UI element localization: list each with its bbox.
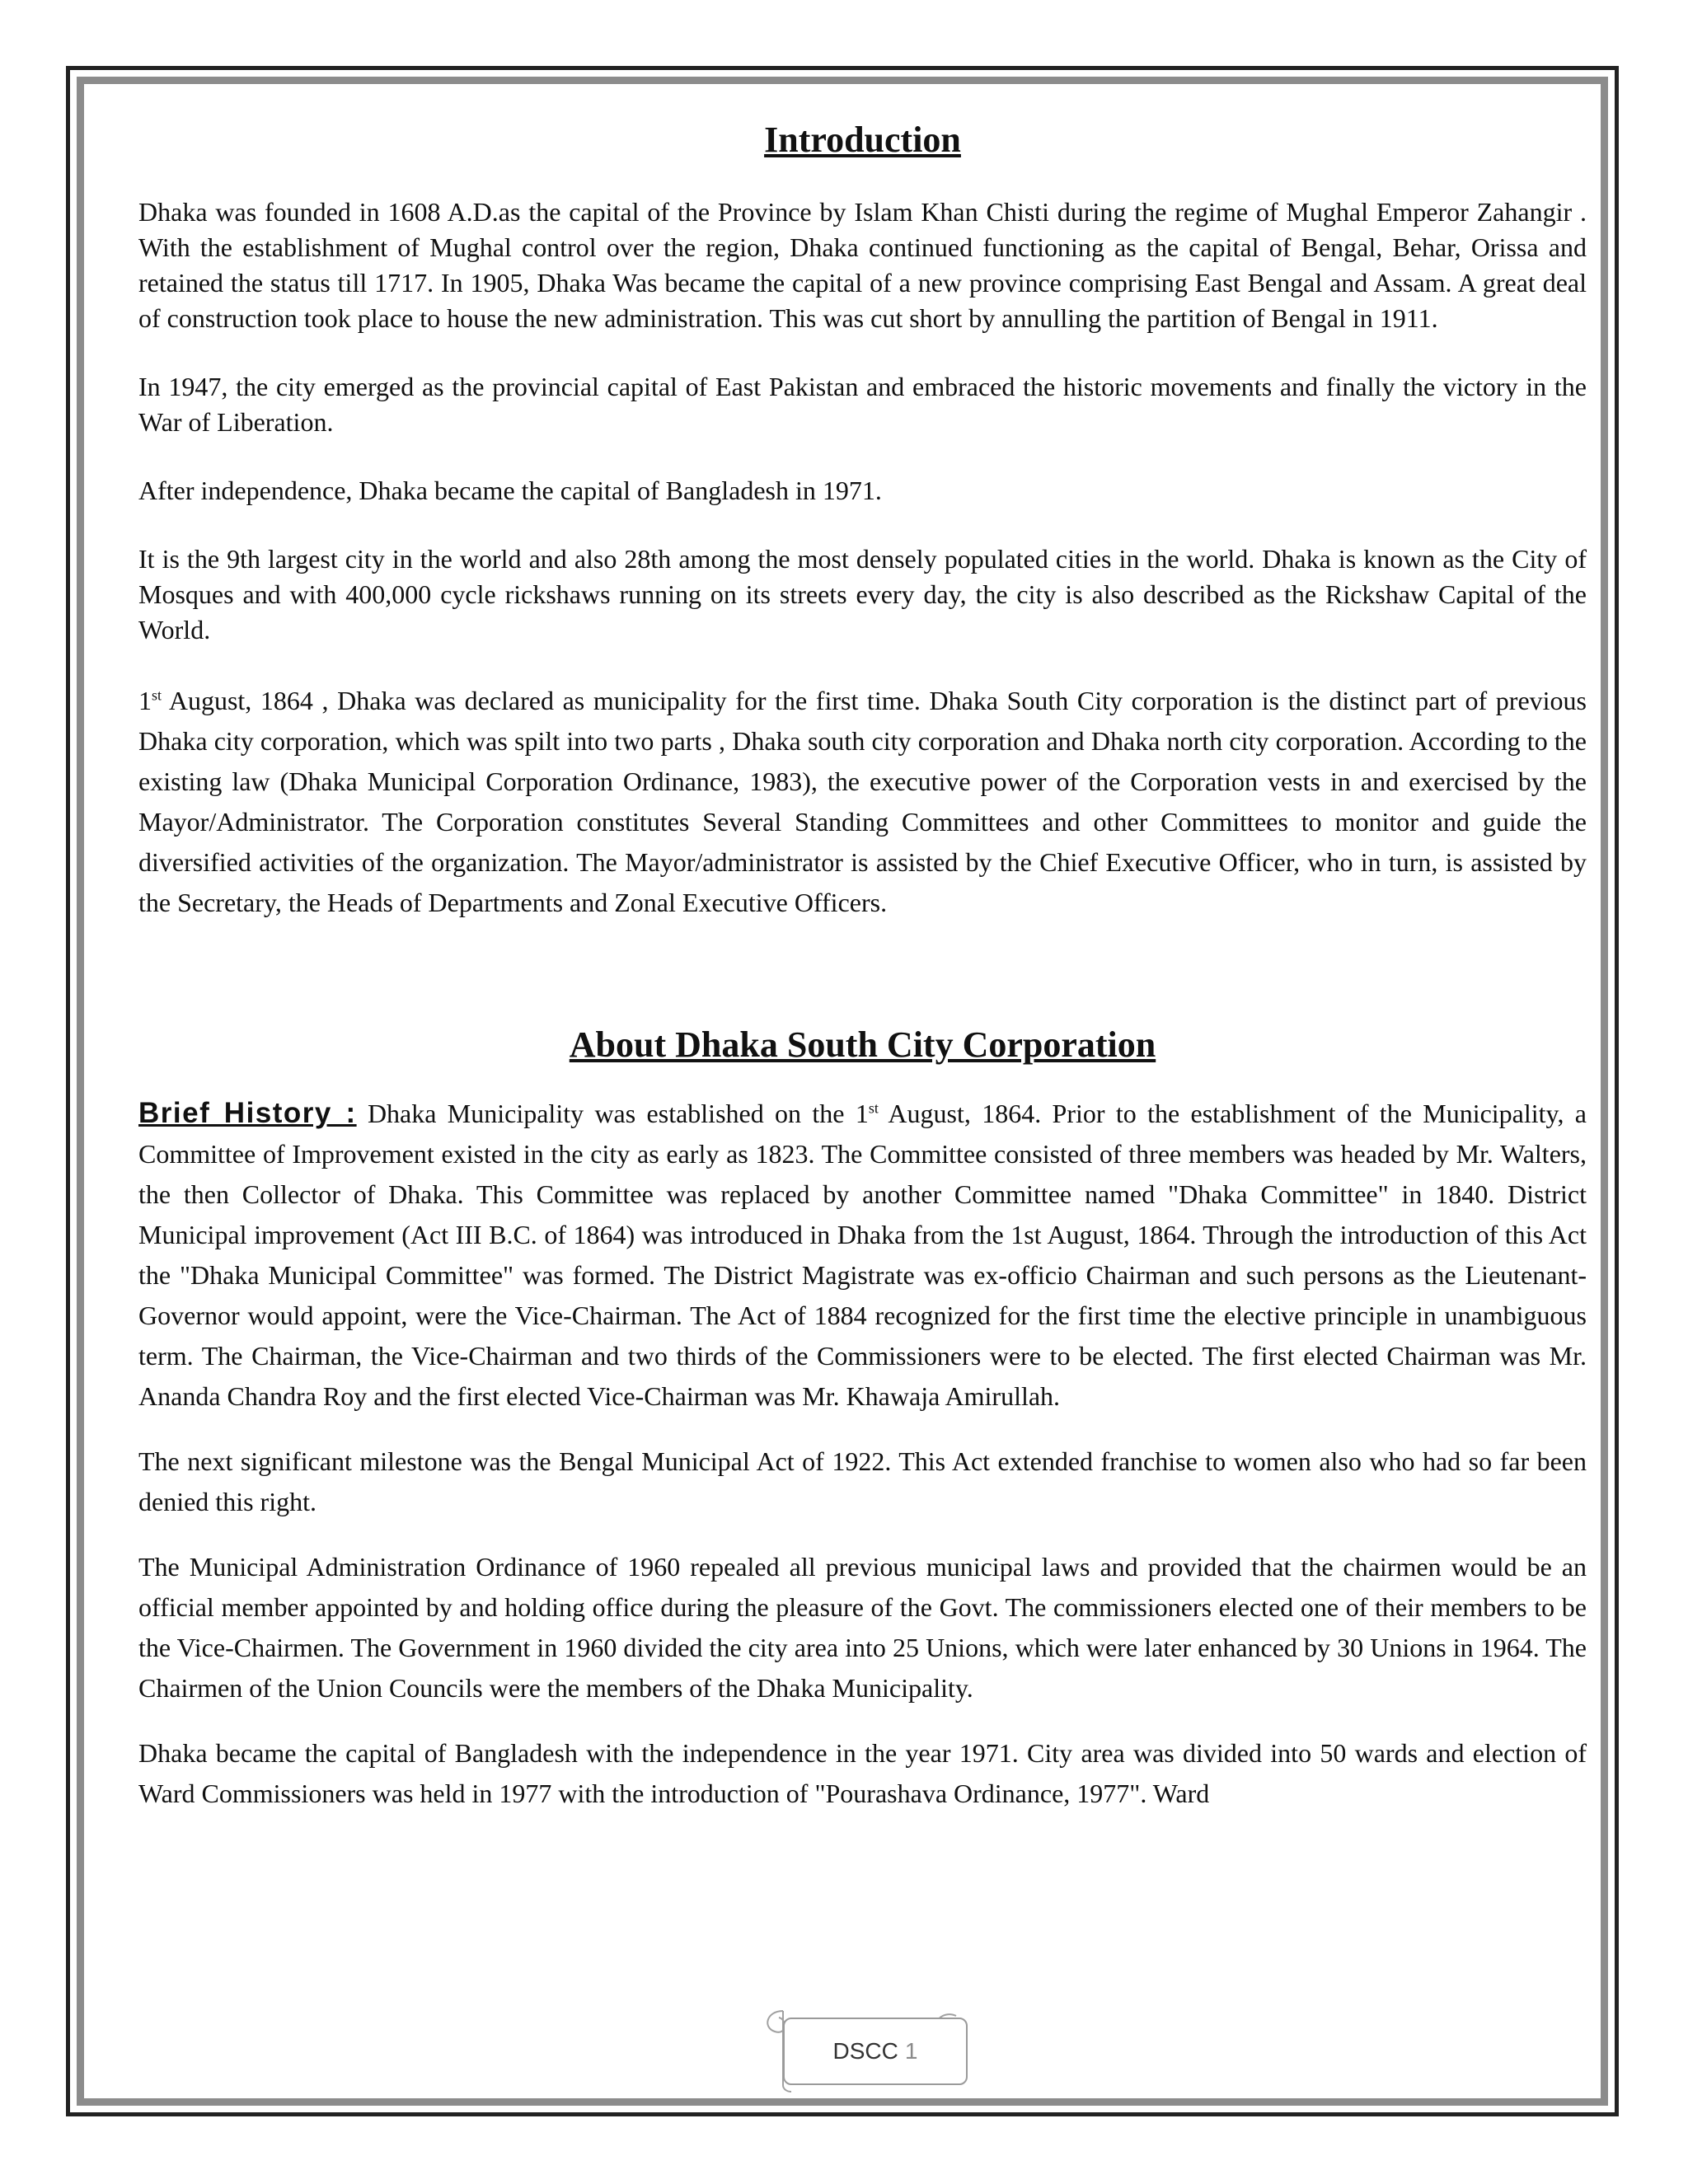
footer-label: DSCC <box>832 2038 898 2064</box>
introduction-heading: Introduction <box>764 120 961 160</box>
intro-paragraph-1: Dhaka was founded in 1608 A.D.as the capital of the Province by Islam Khan Chisti during the regime of Mughal Emperor Zahangir . With the establishment of Mughal control over the region, Dhaka continued functioning as the capital of Bengal, Behar, Orissa and retained the status till 1717. In 1905, Dhaka Was became the capital of a new province comprising East Bengal and Assam. A great deal of construction took place to house the new administration. This was cut short by annulling the partition of Bengal in 1911. <box>138 197 1587 333</box>
intro-paragraph-5 <box>138 681 1587 923</box>
brief-history-paragraph <box>138 1093 1587 1417</box>
brief-history-label: Brief History : <box>138 1097 357 1129</box>
brief-history-ordinal: st <box>868 1099 879 1117</box>
date-number: 1 <box>138 686 152 715</box>
intro-paragraph-2: In 1947, the city emerged as the provincial capital of East Pakistan and embraced the historic movements and finally the victory in the War of Liberation. <box>138 372 1587 437</box>
intro-paragraph-3: After independence, Dhaka became the capital of Bangladesh in 1971. <box>138 476 882 505</box>
brief-history-lead: Dhaka Municipality was established on the 1 <box>356 1099 869 1128</box>
history-paragraph-3: The Municipal Administration Ordinance of 1960 repealed all previous municipal laws and provided that the chairmen would be an official member appointed by and holding office during the pleasure of the Govt. The commissioners elected one of their members to be the Vice-Chairmen. The Government in 1960 divided the city area into 25 Unions, which were later enhanced by 30 Unions in 1964. The Chairmen of the Union Councils were the members of the Dhaka Municipality. <box>138 1552 1587 1703</box>
page-number: 1 <box>904 2038 918 2064</box>
document-content <box>138 107 1587 1839</box>
history-paragraph-4: Dhaka became the capital of Bangladesh with the independence in the year 1971. City area was divided into 50 wards and election of Ward Commissioners was held in 1977 with the introduction of "Pourashava Ordinance, 1977". Ward <box>138 1738 1587 1808</box>
about-dscc-heading: About Dhaka South City Corporation <box>569 1024 1156 1065</box>
intro-paragraph-5-text: August, 1864 , Dhaka was declared as municipality for the first time. Dhaka South City corporation is the distinct part of previous Dhaka city corporation, which was spilt into two parts , Dhaka south city corporation and Dhaka north city corporation. According to the existing law (Dhaka Municipal Corporation Ordinance, 1983), the executive power of the Corporation vests in and exercised by the Mayor/Administrator. The Corporation constitutes Several Standing Committees and other Committees to monitor and guide the diversified activities of the organization. The Mayor/administrator is assisted by the Chief Executive Officer, who in turn, is assisted by the Secretary, the Heads of Departments and Zonal Executive Officers. <box>138 686 1587 917</box>
brief-history-text: August, 1864. Prior to the establishment of the Municipality, a Committee of Improvement existed in the city as early as 1823. The Committee consisted of three members was headed by Mr. Walters, the then Collector of Dhaka. This Committee was replaced by another Committee named "Dhaka Committee" in 1840. District Municipal improvement (Act III B.C. of 1864) was introduced in Dhaka from the 1st August, 1864. Through the introduction of this Act the "Dhaka Municipal Committee" was formed. The District Magistrate was ex-officio Chairman and such persons as the Lieutenant-Governor would appoint, were the Vice-Chairman. The Act of 1884 recognized for the first time the elective principle in unambiguous term. The Chairman, the Vice-Chairman and two thirds of the Commissioners were to be elected. The first elected Chairman was Mr. Ananda Chandra Roy and the first elected Vice-Chairman was Mr. Khawaja Amirullah. <box>138 1099 1587 1411</box>
page-footer-badge <box>783 2018 968 2085</box>
history-paragraph-2: The next significant milestone was the Bengal Municipal Act of 1922. This Act extended franchise to women also who had so far been denied this right. <box>138 1446 1587 1516</box>
intro-paragraph-4: It is the 9th largest city in the world and also 28th among the most densely populated cities in the world. Dhaka is known as the City of Mosques and with 400,000 cycle rickshaws running on its streets every day, the city is also described as the Rickshaw Capital of the World. <box>138 544 1587 644</box>
date-ordinal: st <box>152 687 162 704</box>
